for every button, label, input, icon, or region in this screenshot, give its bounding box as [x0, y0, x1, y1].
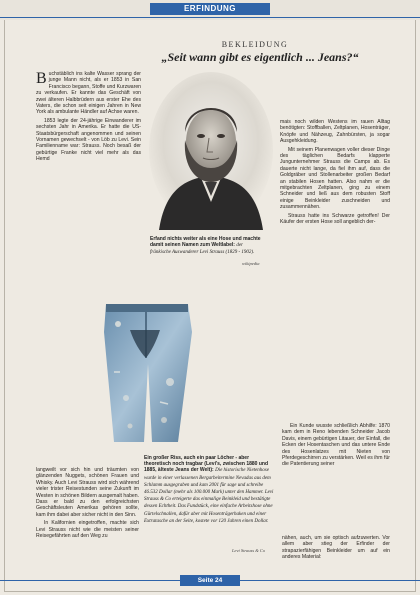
photo-credit: Levi Strauss & Co — [232, 548, 266, 553]
column-3 — [282, 423, 390, 470]
historic-jeans-photo — [60, 302, 270, 447]
paragraph-text: uchstäblich ins kalte Wasser sprang der junge Mann nicht, als er 1853 in San Francisco begann, Stoffe und Kurzwaren zu verkaufen. Er kannte das Geschäft von zwei älteren Halbbrüdern aus erster Ehe des Vaters, die schon seit einigen Jahren in New York als ambulante Händler auf Achse waren. — [36, 71, 141, 116]
caption-text: Die historische Nietenhose wurde in einer verlassenen Bergarbeitermine Nevadas aus dem Schlamm ausgegraben und kam 2001 für sage und schreibe 46.532 Dollar (mehr als 100.000 Mark) unter den Hammer. Levi Strauss & Co erteigerte das einmalige Beinkleid und bestätigte dessen Echtheit. Das Fundstück, eine einfache Arbeitshose ohne Gürtelschnallen, dafür aber mit Hosenträgerhaken und einer Extratasche an der Seite, kostete vor 120 Jahren einen Dollar. — [144, 468, 274, 524]
paragraph: 1853 legte der 24-jährige Einwanderer im sechsten Jahr in Amerika. Er hatte die US-Staatsbürgerschaft angenommen und seinen Vornamen gewechselt - von Löb zu Levi. Sein Familienname war: Strauss. Noch besaß der gebürtige Franke nicht viel mehr als das Hemd — [36, 117, 141, 163]
paragraph — [36, 71, 141, 116]
caption-lead: Erfand nichts weiter als eine Hose und machte damit seinen Namen zum Weltlabel: — [150, 236, 261, 249]
column-2 — [280, 119, 390, 228]
article-headline: „Seit wann gibt es eigentlich ... Jeans?“ — [161, 50, 359, 64]
paragraph: In Kalifornien eingetroffen, machte sich Levi Strauss nicht wie die meisten seiner Reisegefährten auf den Weg zu — [36, 520, 139, 540]
column-5 — [282, 535, 390, 563]
caption-lead: Ein großer Riss, auch ein paar Löcher - aber theoretisch noch tragbar (Levi's, zwischen 1880 und 1885, älteste Jeans der Welt): — [144, 455, 268, 474]
jeans-caption — [144, 455, 276, 525]
column-4 — [36, 467, 139, 541]
header-rule — [0, 17, 420, 18]
page-number: Seite 24 — [180, 575, 240, 586]
paragraph: nähen, auch, um sie optisch aufzuwerten. Vor allem aber stieg der Erfinder der strapazierfähigen Beinkleider um auf ein anderes Material: — [282, 535, 390, 561]
section-title: ERFINDUNG — [183, 4, 237, 13]
drop-cap: B — [36, 70, 47, 87]
paragraph: langweilt vor sich hin und träumten von glänzenden Nuggets, schönen Frauen und Whisky. Auch Levi Strauss wird sich während vieler trister Reisestunden seine Zukunft im Westen in schönen Bildern ausgemalt haben. Dass er bald zu den erfolgreichsten Geschäftsleuten Amerikas gehören sollte, kam ihm dabei aber sicher nicht in den Sinn. — [36, 467, 139, 518]
article-kicker: BEKLEIDUNG — [221, 40, 289, 49]
paragraph: Ein Kunde wusste schließlich Abhilfe: 1870 kam dem in Reno lebenden Schneider Jacob Davis, einem gebürtigen Litauer, der Einfall, die Ecken der Hosentaschen und das untere Ende des Hosenlatzes mit Nieten von Pferdegeschirren zu verstärken. Weil es ihm für die Patentierung seiner — [282, 423, 390, 468]
paragraph: mais noch wilden Westens im rauen Alltag benötigten: Stoffballen, Zeltplanen, Hosenträger, Knöpfe und Nähzeug, Zahnbürsten, ja sogar Ausgehkleidung. — [280, 119, 390, 145]
caption-text: der fränkische Auswanderer Levi Strauss (1829 - 1902). — [150, 243, 255, 256]
photo-credit: wikipedia — [242, 261, 260, 266]
paragraph: Strauss hatte ins Schwarze getroffen! Der Käufer der ersten Hose soll angeblich der- — [280, 212, 390, 226]
column-1 — [36, 71, 141, 165]
paragraph: Mit seinem Planenwagen voller dieser Dinge des täglichen Bedarfs klapperte Jungunternehmer Strauss die Camps ab. Es dauerte nicht lange, da fiel ihm auf, dass die Goldgräber und Stollenarbeiter großen Bedarf an stabilen Hosen hatten. Also nahm er die mitgebrachten Zeltplanen, ging zu einem Schneider und ließ aus dem robusten Stoff einige Beinkleider zuschneiden und zusammennähen. — [280, 146, 390, 211]
levi-strauss-portrait — [145, 70, 277, 232]
portrait-caption — [150, 236, 265, 257]
